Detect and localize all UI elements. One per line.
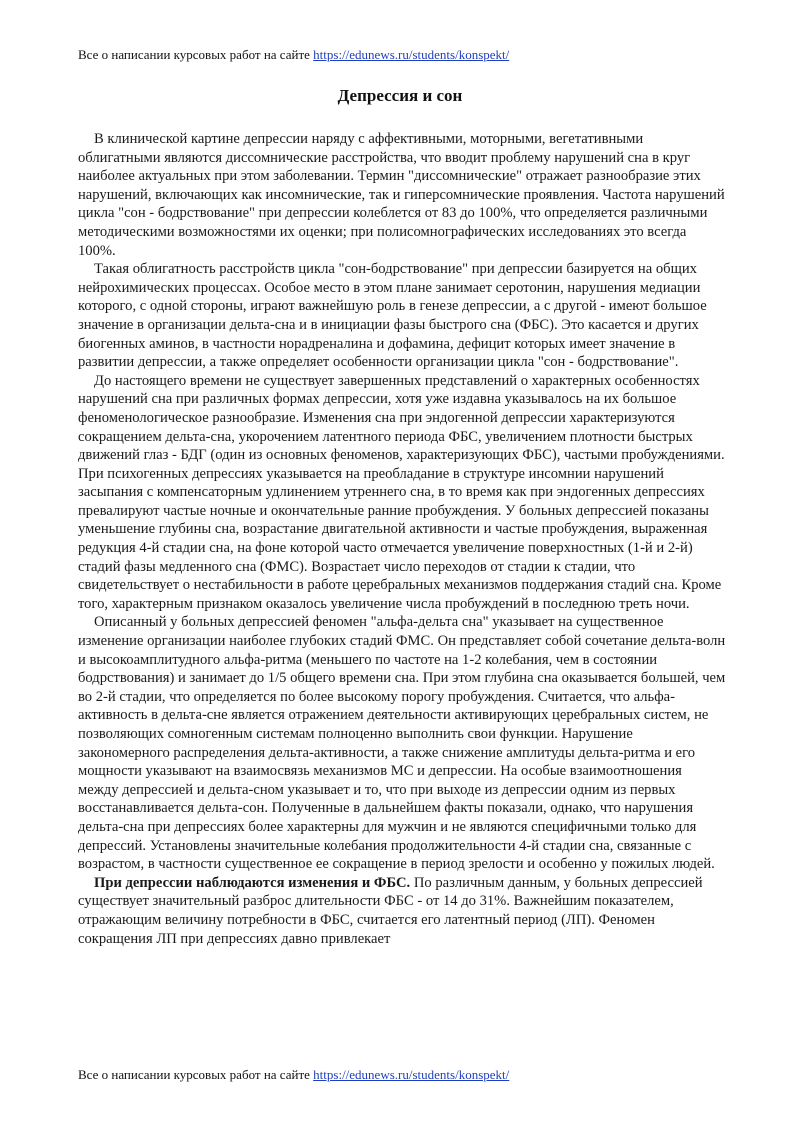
paragraph: В клинической картине депрессии наряду с аффективными, моторными, вегетативными облигатными являются диссомнические расстройства, что вводит проблему нарушений сна в круг наиболее актуальных при этом заболевании. Термин "диссомнические" отражает разнообразие этих нарушений, включающих как инсомнические, так и гиперсомнические проявления. Частота нарушений цикла "сон - бодрствование" при депрессии колеблется от 83 до 100%, что определяется различными методическими возможностями их оценки; при полисомнографических исследованиях это всегда 100%. (78, 131, 725, 259)
paragraph-bold-lead: При депрессии наблюдаются изменения и ФБС. (94, 874, 411, 891)
paragraph-text: По различным данным, у больных депрессией существует значительный разброс длительности ФБС - от 14 до 31%. Важнейшим показателем, отражающим величину потребности в ФБС, считается его латентный период (ЛП). Феномен сокращения ЛП при депрессиях давно привлекает (78, 874, 703, 947)
paragraph: До настоящего времени не существует завершенных представлений о характерных особенностях нарушений сна при различных формах депрессии, хотя уже издавна указывалось на их большое феноменологическое разнообразие. Изменения сна при эндогенной депрессии характеризуются сокращением дельта-сна, укорочением латентного периода ФБС, увеличением плотности быстрых движений глаз - БДГ (один из основных феноменов, характеризующих ФБС), частыми пробуждениями. При психогенных депрессиях указывается на преобладание в структуре инсомнии нарушений засыпания с компенсаторным удлинением утреннего сна, в то время как при эндогенных депрессиях превалируют частые ночные и окончательные ранние пробуждения. У больных депрессией показаны уменьшение глубины сна, возрастание двигательной активности и частые пробуждения, выраженная редукция 4-й стадии сна, на фоне которой часто отмечается увеличение поверхностных (1-й и 2-й) стадий фазы медленного сна (ФМС). Возрастает число переходов от стадии к стадии, что свидетельствует о нестабильности в работе церебральных механизмов поддержания стадий сна. Кроме того, характерным признаком оказалось увеличение числа пробуждений в последнюю треть ночи. (78, 372, 725, 612)
footer-link[interactable]: https://edunews.ru/students/konspekt/ (313, 1067, 510, 1082)
header-link[interactable]: https://edunews.ru/students/konspekt/ (313, 47, 510, 62)
document-body (78, 130, 726, 948)
paragraph: Описанный у больных депрессией феномен "альфа-дельта сна" указывает на существенное изменение организации наиболее глубоких стадий ФМС. Он представляет собой сочетание дельта-волн и высокоамплитудного альфа-ритма (меньшего по частоте на 1-2 колебания, чем в состоянии бодрствования) и занимает до 1/5 общего времени сна. При этом глубина сна оказывается большей, чем во 2-й стадии, что определяется по более высокому порогу пробуждения. Считается, что альфа-активность в дельта-сне является отражением деятельности активирующих церебральных систем, не позволяющих сомногенным системам полноценно выполнить свои функции. Нарушение закономерного распределения дельта-активности, а также снижение амплитуды дельта-ритма и его мощности указывают на взаимосвязь механизмов МС и депрессии. На особые взаимоотношения между депрессией и дельта-сном указывает и то, что при выходе из депрессии одним из первых восстанавливается дельта-сон. Полученные в дальнейшем факты показали, однако, что нарушения дельта-сна при депрессиях более характерны для мужчин и не являются специфичными только для депрессий. Установлены значительные колебания продолжительности 4-й стадии сна, связанные с возрастом, в частности существенное ее сокращение в период зрелости и особенно у пожилых людей. (78, 614, 726, 873)
header-text: Все о написании курсовых работ на сайте (78, 47, 314, 62)
page-footer (78, 1067, 509, 1083)
paragraph-last (78, 874, 726, 948)
document-title: Депрессия и сон (337, 86, 463, 105)
paragraph: Такая облигатность расстройств цикла "сон-бодрствование" при депрессии базируется на общих нейрохимических процессах. Особое место в этом плане занимает серотонин, нарушения медиации которого, с одной стороны, играют важнейшую роль в генезе депрессии, а с другой - имеют большое значение в организации дельта-сна и в инициации фазы быстрого сна (ФБС). Это касается и других биогенных аминов, в частности норадреналина и дофамина, дефицит которых имеет значение в развитии депрессии, а также определяет особенности организации цикла "сон - бодрствование". (78, 261, 707, 371)
page-header (78, 47, 509, 63)
footer-text: Все о написании курсовых работ на сайте (78, 1067, 314, 1082)
